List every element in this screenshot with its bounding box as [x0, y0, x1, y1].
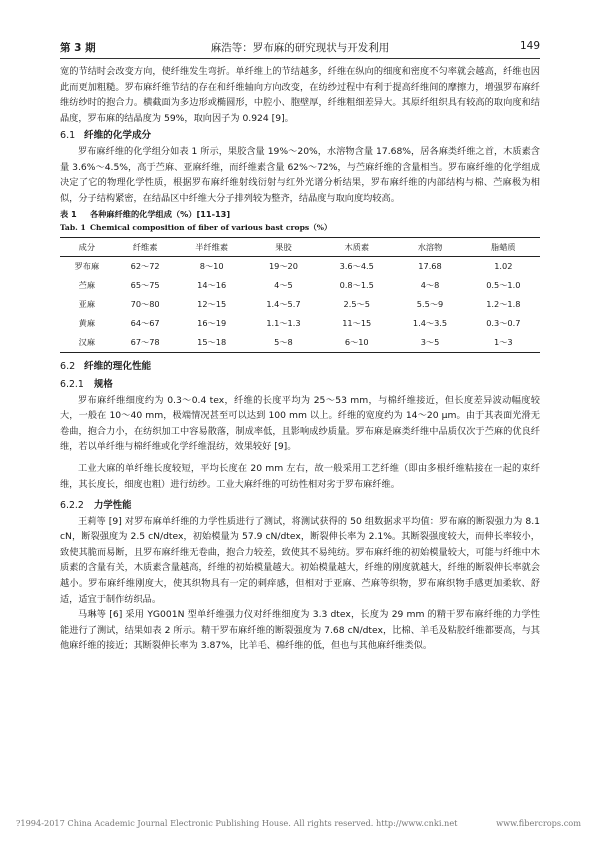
table-cell: 0.3～0.7	[486, 318, 521, 329]
table-cell: 苎麻	[78, 280, 96, 291]
table-cell: 65～75	[130, 280, 160, 291]
table-1-caption-cn	[60, 208, 540, 221]
section-6-2-1-paragraph-1: 罗布麻纤维细度约为 0.3～0.4 tex，纤维的长度平均为 25～53 mm，与棉纤维接近，但长度差异波动幅度较大，一般在 10～40 mm，极端情况甚至可以达到 100 mm 以上。纤维的宽度约为 14～20 μm。由于其表面光滑无卷曲，抱合力小，在纺织加工中容易散落，制成率低，且影响成纱质量。罗布麻是麻类纤维中品质仅次于苎麻的优良纤维，若以单纤维与棉纤维或化学纤维混纺，效果较好 [9]。	[60, 394, 540, 453]
section-title: 纤维的理化性能	[84, 361, 152, 373]
table-cell: 1.1～1.3	[266, 318, 301, 329]
section-6-2-2-paragraph-2: 马琳等 [6] 采用 YG001N 型单纤维强力仪对纤维细度为 3.3 dtex，长度为 29 mm 的精干罗布麻纤维的力学性能进行了测试，结果如表 2 所示。精干罗布麻纤维的断裂强度为 7.68 cN/dtex，比棉、羊毛及粘胶纤维都要高，与其他麻纤维的接近；其断裂伸长率为 3.87%，比羊毛、棉纤维的低，但也与其他麻纤维类似。	[60, 609, 540, 652]
table-cell: 11～15	[342, 318, 372, 329]
running-title: 麻浩等：罗布麻的研究现状与开发利用	[210, 42, 390, 54]
table-cell: 70～80	[130, 299, 160, 310]
table-header-cell: 木质素	[320, 238, 393, 257]
table-1-caption-en	[60, 221, 540, 234]
table-cell: 0.5～1.0	[486, 280, 521, 291]
table-cell: 1.4～5.7	[266, 299, 301, 310]
table-cell: 1～3	[467, 333, 540, 353]
page-number: 149	[519, 40, 540, 52]
table-cell: 6～10	[320, 333, 393, 353]
section-title: 纤维的化学成分	[84, 130, 152, 142]
table-row	[60, 314, 540, 333]
table-row	[60, 295, 540, 314]
section-6-2-1-heading	[60, 377, 540, 393]
intro-paragraph: 宽的节结时会改变方向，使纤维发生弯折。单纤维上的节结越多，纤维在纵向的细度和密度不匀率就会越高，纤维也因此而更加粗糙。罗布麻纤维节结的存在和纤维轴向方向改变，在纺纱过程中有利于提高纤维间的摩擦力，增强罗布麻纤维纺纱时的抱合力。横截面为多边形或椭圆形，中腔小、胞壁厚，纤维粗细差异大。其原纤组织具有较高的取向度和结晶度，罗布麻的结晶度为 59%，取向因子为 0.924 [9]。	[60, 66, 540, 124]
table-cell: 67～78	[114, 333, 177, 353]
table-header-cell: 果胶	[247, 238, 320, 257]
table-cell: 汉麻	[60, 333, 114, 353]
table-cell: 4～5	[274, 280, 293, 291]
section-6-1-heading	[60, 128, 540, 144]
table-label-en: Tab. 1	[60, 223, 86, 233]
table-header-cell: 水溶物	[393, 238, 466, 257]
table-cell: 17.68	[418, 261, 442, 272]
table-cell: 5～8	[247, 333, 320, 353]
chemical-composition-table	[60, 237, 540, 353]
table-cell: 3.6～4.5	[339, 261, 374, 272]
table-cell: 8～10	[199, 261, 224, 272]
table-label: 表 1	[60, 209, 77, 220]
table-header-cell: 纤维素	[114, 238, 177, 257]
table-cell: 亚麻	[78, 299, 96, 310]
section-6-2-heading	[60, 359, 540, 375]
table-cell: 62～72	[130, 261, 160, 272]
table-cell: 16～19	[197, 318, 227, 329]
table-caption: 各种麻纤维的化学组成（%）[11-13]	[90, 209, 231, 220]
subsection-title: 规格	[94, 378, 113, 390]
running-header	[60, 40, 540, 56]
table-cell: 3～5	[393, 333, 466, 353]
table-cell: 1.2～1.8	[486, 299, 521, 310]
table-cell: 5.5～9	[416, 299, 444, 310]
table-cell: 15～18	[177, 333, 247, 353]
table-header-cell: 成分	[60, 238, 114, 257]
table-cell: 12～15	[197, 299, 227, 310]
copyright-notice: ?1994-2017 China Academic Journal Electronic Publishing House. All rights reserved. http://www.cnki.net	[16, 818, 458, 828]
table-cell: 64～67	[130, 318, 160, 329]
issue-label: 第 3 期	[60, 42, 96, 54]
watermark-text: www.fibercrops.com	[496, 818, 581, 828]
section-number: 6.1	[60, 130, 76, 142]
table-header-cell: 半纤维素	[177, 238, 247, 257]
section-6-1-paragraph: 罗布麻纤维的化学组分如表 1 所示，果胶含量 19%～20%，水溶物含量 17.68%，居各麻类纤维之首，木质素含量 3.6%～4.5%，高于苎麻、亚麻纤维，而纤维素含量 62%～72%，与苎麻纤维的含量相当。罗布麻纤维的化学组成决定了它的物理化学性质，根据罗布麻纤维射线衍射与红外光谱分析结果，罗布麻纤维的内部结构与棉、苎麻极为相似，分子结构紧密，在结晶区中纤维大分子排列较为整齐，结晶度与取向度均较高。	[60, 145, 540, 204]
section-6-2-2-paragraph-1: 王莉等 [9] 对罗布麻单纤维的力学性质进行了测试，将测试获得的 50 组数据求平均值：罗布麻的断裂强力为 8.1 cN，断裂强度为 2.5 cN/dtex，初始模量为 57.9 cN/dtex，断裂伸长率为 2.1%。其断裂强度较大，而伸长率较小，致使其脆而易断，且罗布麻纤维无卷曲，抱合力较差，致使其不易纯纺。罗布麻纤维的初始模量较大，可能与纤维中木质素的含量有关，木质素含量越高，纤维的初始模量越大。初始模量越大，纤维的刚度就越大，纤维的断裂伸长率就会越小。罗布麻纤维刚度大，使其织物具有一定的刺痒感，但相对于亚麻、苎麻等织物，罗布麻织物手感更加柔软、舒适，适宜于制作纺织品。	[60, 515, 540, 605]
table-cell: 罗布麻	[74, 261, 100, 272]
table-cell: 19～20	[268, 261, 298, 272]
table-cell: 1.02	[494, 261, 513, 272]
subsection-number: 6.2.2	[60, 500, 84, 512]
table-row	[60, 276, 540, 295]
section-6-2-1-paragraph-2: 工业大麻的单纤维长度较短，平均长度在 20 mm 左右，故一般采用工艺纤维（即由多根纤维粘接在一起的束纤维，其长度长，细度也粗）进行纺纱。工业大麻纤维的可纺性相对劣于罗布麻纤维。	[60, 462, 540, 490]
section-6-2-2-heading	[60, 498, 540, 514]
table-header-cell: 脂蜡质	[467, 238, 540, 257]
section-number: 6.2	[60, 361, 76, 373]
table-row	[60, 257, 540, 277]
table-cell: 1.4～3.5	[412, 318, 448, 329]
subsection-number: 6.2.1	[60, 378, 84, 390]
table-cell: 2.5～5	[343, 299, 370, 310]
header-rule	[60, 58, 540, 59]
table-cell: 14～16	[197, 280, 227, 291]
article-body	[60, 64, 540, 654]
table-caption-en: Chemical composition of fiber of various bast crops（%）	[90, 223, 332, 233]
table-header-row	[60, 238, 540, 257]
table-row	[60, 333, 540, 353]
table-cell: 0.8～1.5	[339, 280, 374, 291]
table-cell: 4～8	[420, 280, 440, 291]
subsection-title: 力学性能	[94, 500, 132, 512]
table-cell: 黄麻	[78, 318, 96, 329]
